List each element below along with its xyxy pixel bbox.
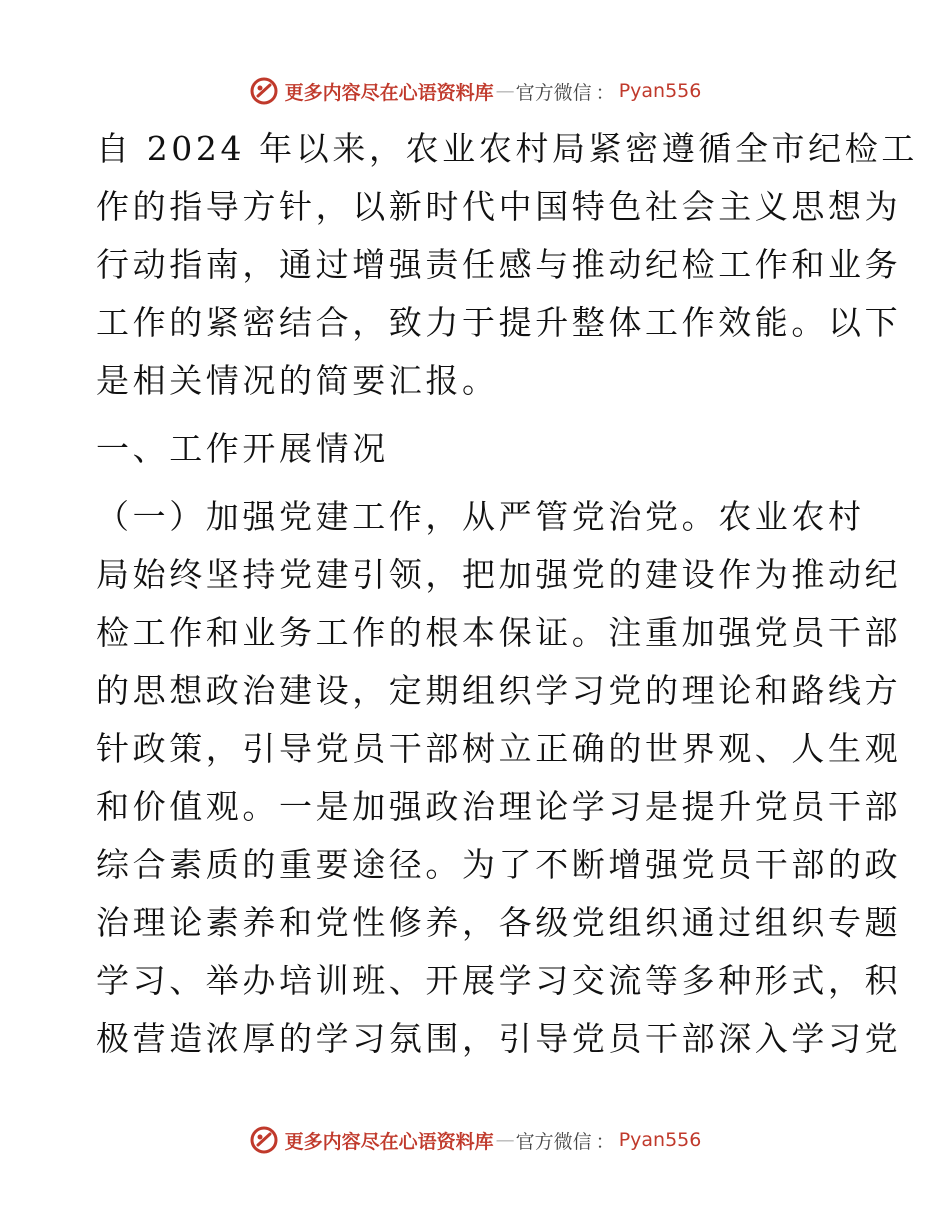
paragraph-subsection-1 bbox=[96, 488, 902, 1068]
brand-logo-icon bbox=[249, 1125, 279, 1155]
text-line: 自 2024 年以来，农业农村局紧密遵循全市纪检工 bbox=[96, 129, 918, 168]
text-line: 作的指导方针，以新时代中国特色社会主义思想为 bbox=[96, 187, 902, 226]
watermark-footer bbox=[0, 1122, 950, 1158]
text-line: 是相关情况的简要汇报。 bbox=[96, 361, 499, 400]
text-line: 局始终坚持党建引领，把加强党的建设作为推动纪 bbox=[96, 555, 902, 594]
watermark-dash: — bbox=[495, 1129, 514, 1151]
watermark-name: 更多内容尽在心语资料库 bbox=[284, 81, 494, 104]
text-line: 极营造浓厚的学习氛围，引导党员干部深入学习党 bbox=[96, 1019, 902, 1058]
watermark-dash: — bbox=[495, 80, 514, 102]
text-line: （一）加强党建工作，从严管党治党。农业农村 bbox=[96, 497, 865, 536]
watermark-wechat-id: Pyan556 bbox=[618, 80, 702, 102]
text-line: 的思想政治建设，定期组织学习党的理论和路线方 bbox=[96, 671, 902, 710]
watermark-separator: ： bbox=[595, 1130, 615, 1153]
text-line: 针政策，引导党员干部树立正确的世界观、人生观 bbox=[96, 729, 902, 768]
text-line: 学习、举办培训班、开展学习交流等多种形式，积 bbox=[96, 961, 902, 1000]
section-heading bbox=[96, 420, 856, 478]
watermark-name: 更多内容尽在心语资料库 bbox=[284, 1130, 494, 1153]
text-line: 和价值观。一是加强政治理论学习是提升党员干部 bbox=[96, 787, 902, 826]
text-line: 检工作和业务工作的根本保证。注重加强党员干部 bbox=[96, 613, 902, 652]
brand-logo-icon bbox=[249, 76, 279, 106]
watermark-separator: ： bbox=[595, 81, 615, 104]
document-body bbox=[96, 120, 918, 1068]
watermark-wechat-id: Pyan556 bbox=[618, 1129, 702, 1151]
text-line: 综合素质的重要途径。为了不断增强党员干部的政 bbox=[96, 845, 902, 884]
heading-line: 一、工作开展情况 bbox=[96, 429, 389, 468]
text-line: 行动指南，通过增强责任感与推动纪检工作和业务 bbox=[96, 245, 902, 284]
text-line: 治理论素养和党性修养，各级党组织通过组织专题 bbox=[96, 903, 902, 942]
text-line: 工作的紧密结合，致力于提升整体工作效能。以下 bbox=[96, 303, 902, 342]
watermark-header bbox=[0, 73, 950, 109]
paragraph-intro bbox=[96, 120, 918, 410]
watermark-label: 官方微信 bbox=[515, 1130, 592, 1153]
watermark-label: 官方微信 bbox=[515, 81, 592, 104]
